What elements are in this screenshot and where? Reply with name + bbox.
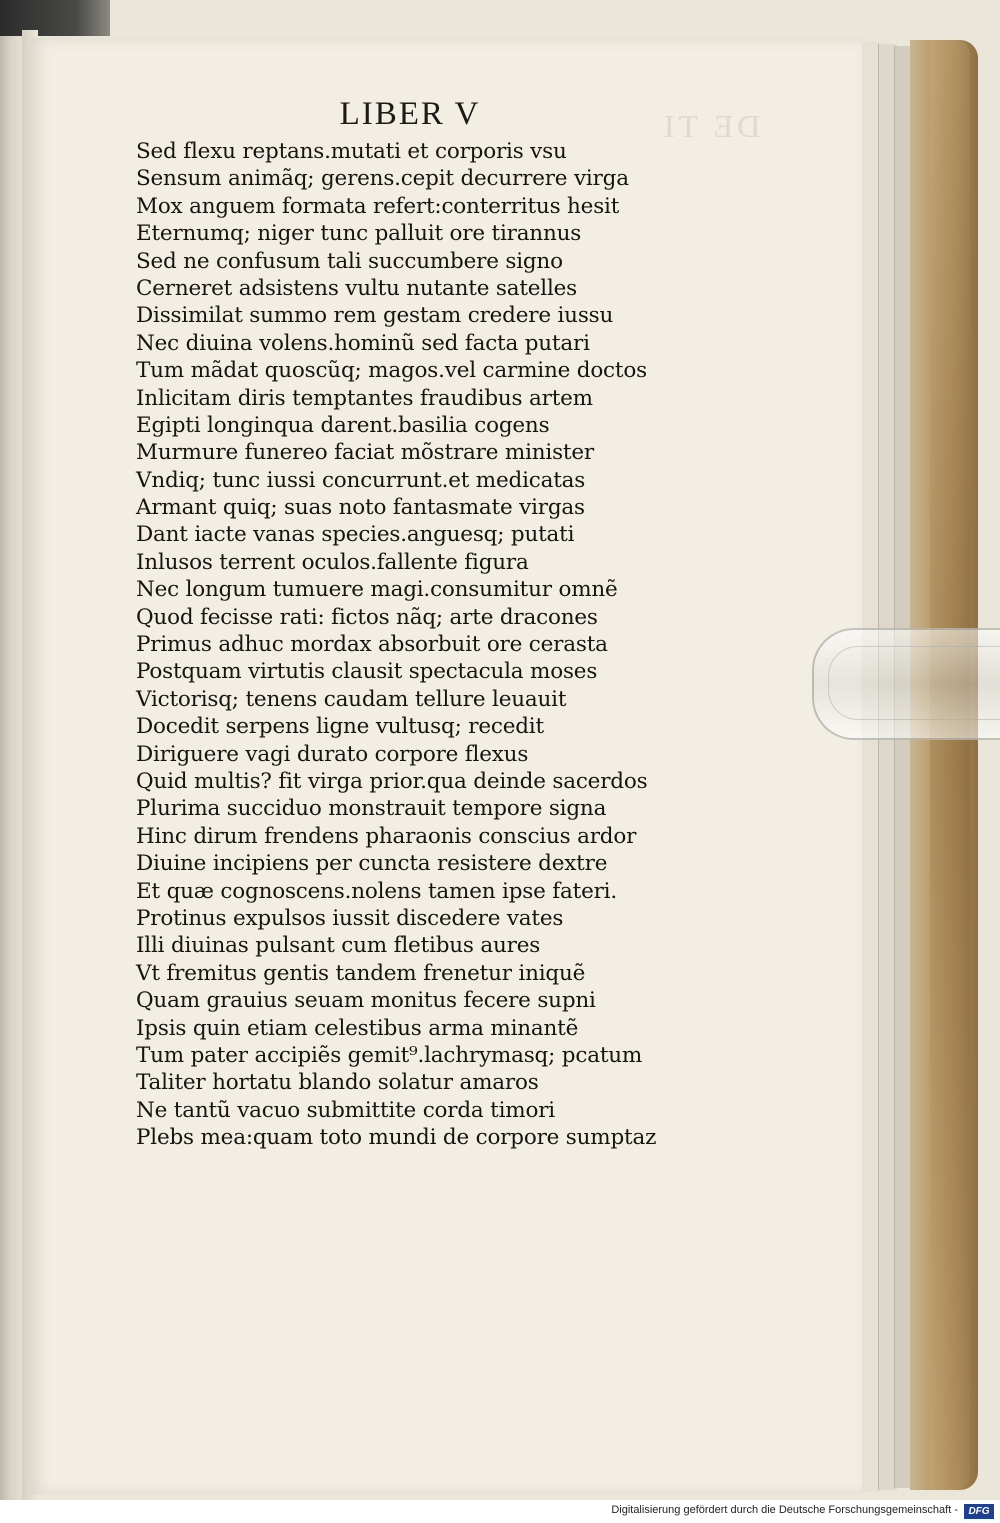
verse-line: Mox anguem formata refert:conterritus hesit (136, 193, 620, 219)
verse-line: Armant quiq; suas noto fantasmate virgas (136, 495, 585, 521)
verse-line: Cerneret adsistens vultu nutante satelles (136, 275, 578, 301)
verse-line: Egipti longinqua darent.basilia cogens (136, 412, 550, 438)
binding-shading (930, 40, 970, 1490)
verse-line: Plurima succiduo monstrauit tempore signa (136, 796, 607, 822)
verse-line: Illi diuinas pulsant cum fletibus aures (136, 933, 541, 959)
verse-line: Primus adhuc mordax absorbuit ore cerasta (136, 632, 608, 658)
verse-line: Nec longum tumuere magi.consumitur omnẽ (136, 577, 618, 603)
verse-line: Eternumq; niger tunc palluit ore tirannus (136, 221, 582, 247)
verse-line: Murmure funereo faciat mõstrare minister (136, 440, 594, 466)
verse-line: Victorisq; tenens caudam tellure leuauit (136, 686, 567, 712)
running-head: LIBER V (339, 96, 481, 132)
verse-line: Sed ne confusum tali succumbere signo (136, 248, 563, 274)
verse-line: Hinc dirum frendens pharaonis conscius ardor (136, 823, 637, 849)
scanner-edge (0, 0, 110, 36)
verse-line: Diuine incipiens per cuncta resistere dextre (136, 851, 608, 877)
verse-line: Sensum animãq; gerens.cepit decurrere virga (136, 166, 629, 192)
verse-line: Inlusos terrent oculos.fallente figura (136, 549, 529, 575)
verse-line: Nec diuina volens.hominũ sed facta putari (136, 330, 590, 356)
credit-bar (0, 1500, 1000, 1523)
verse-line: Ipsis quin etiam celestibus arma minantẽ (136, 1015, 579, 1041)
verse-line: Vndiq; tunc iussi concurrunt.et medicatas (136, 467, 586, 493)
verse-line: Protinus expulsos iussit discedere vates (136, 905, 564, 931)
verse-line: Vt fremitus gentis tandem frenetur iniquẽ (136, 960, 586, 986)
verse-line: Docedit serpens ligne vultusq; recedit (136, 714, 544, 740)
verse-line: Dant iacte vanas species.anguesq; putati (136, 522, 575, 548)
verse-line: Quid multis? fit virga prior.qua deinde sacerdos (136, 768, 648, 794)
verse-line: Inlicitam diris temptantes fraudibus artem (136, 385, 593, 411)
verse-line: Ne tantũ vacuo submittite corda timori (136, 1097, 555, 1123)
page-clip-inner (828, 646, 1000, 720)
verse-line: Plebs mea:quam toto mundi de corpore sumptaz (136, 1125, 657, 1151)
verse-line: Diriguere vagi durato corpore flexus (136, 741, 529, 767)
funding-credit: Digitalisierung gefördert durch die Deutsche Forschungsgemeinschaft - (611, 1504, 958, 1516)
verse-line: Quam grauius seuam monitus fecere supni (136, 988, 596, 1014)
verse-text (136, 138, 726, 1151)
show-through-text: DE TI (660, 108, 761, 144)
verse-line: Tum pater accipiẽs gemit⁹.lachrymasq; pcatum (136, 1042, 643, 1068)
verse-line: Postquam virtutis clausit spectacula moses (136, 659, 598, 685)
verse-line: Taliter hortatu blando solatur amaros (136, 1070, 539, 1096)
dfg-logo: DFG (964, 1504, 994, 1519)
verse-line: Sed flexu reptans.mutati et corporis vsu (136, 139, 567, 164)
verse-line: Quod fecisse rati: fictos nãq; arte dracones (136, 604, 598, 630)
verse-line: Et quæ cognoscens.nolens tamen ipse fateri. (136, 878, 617, 904)
verse-line: Dissimilat summo rem gestam credere iussu (136, 303, 614, 329)
verse-line: Tum mãdat quoscũq; magos.vel carmine doctos (136, 358, 647, 384)
